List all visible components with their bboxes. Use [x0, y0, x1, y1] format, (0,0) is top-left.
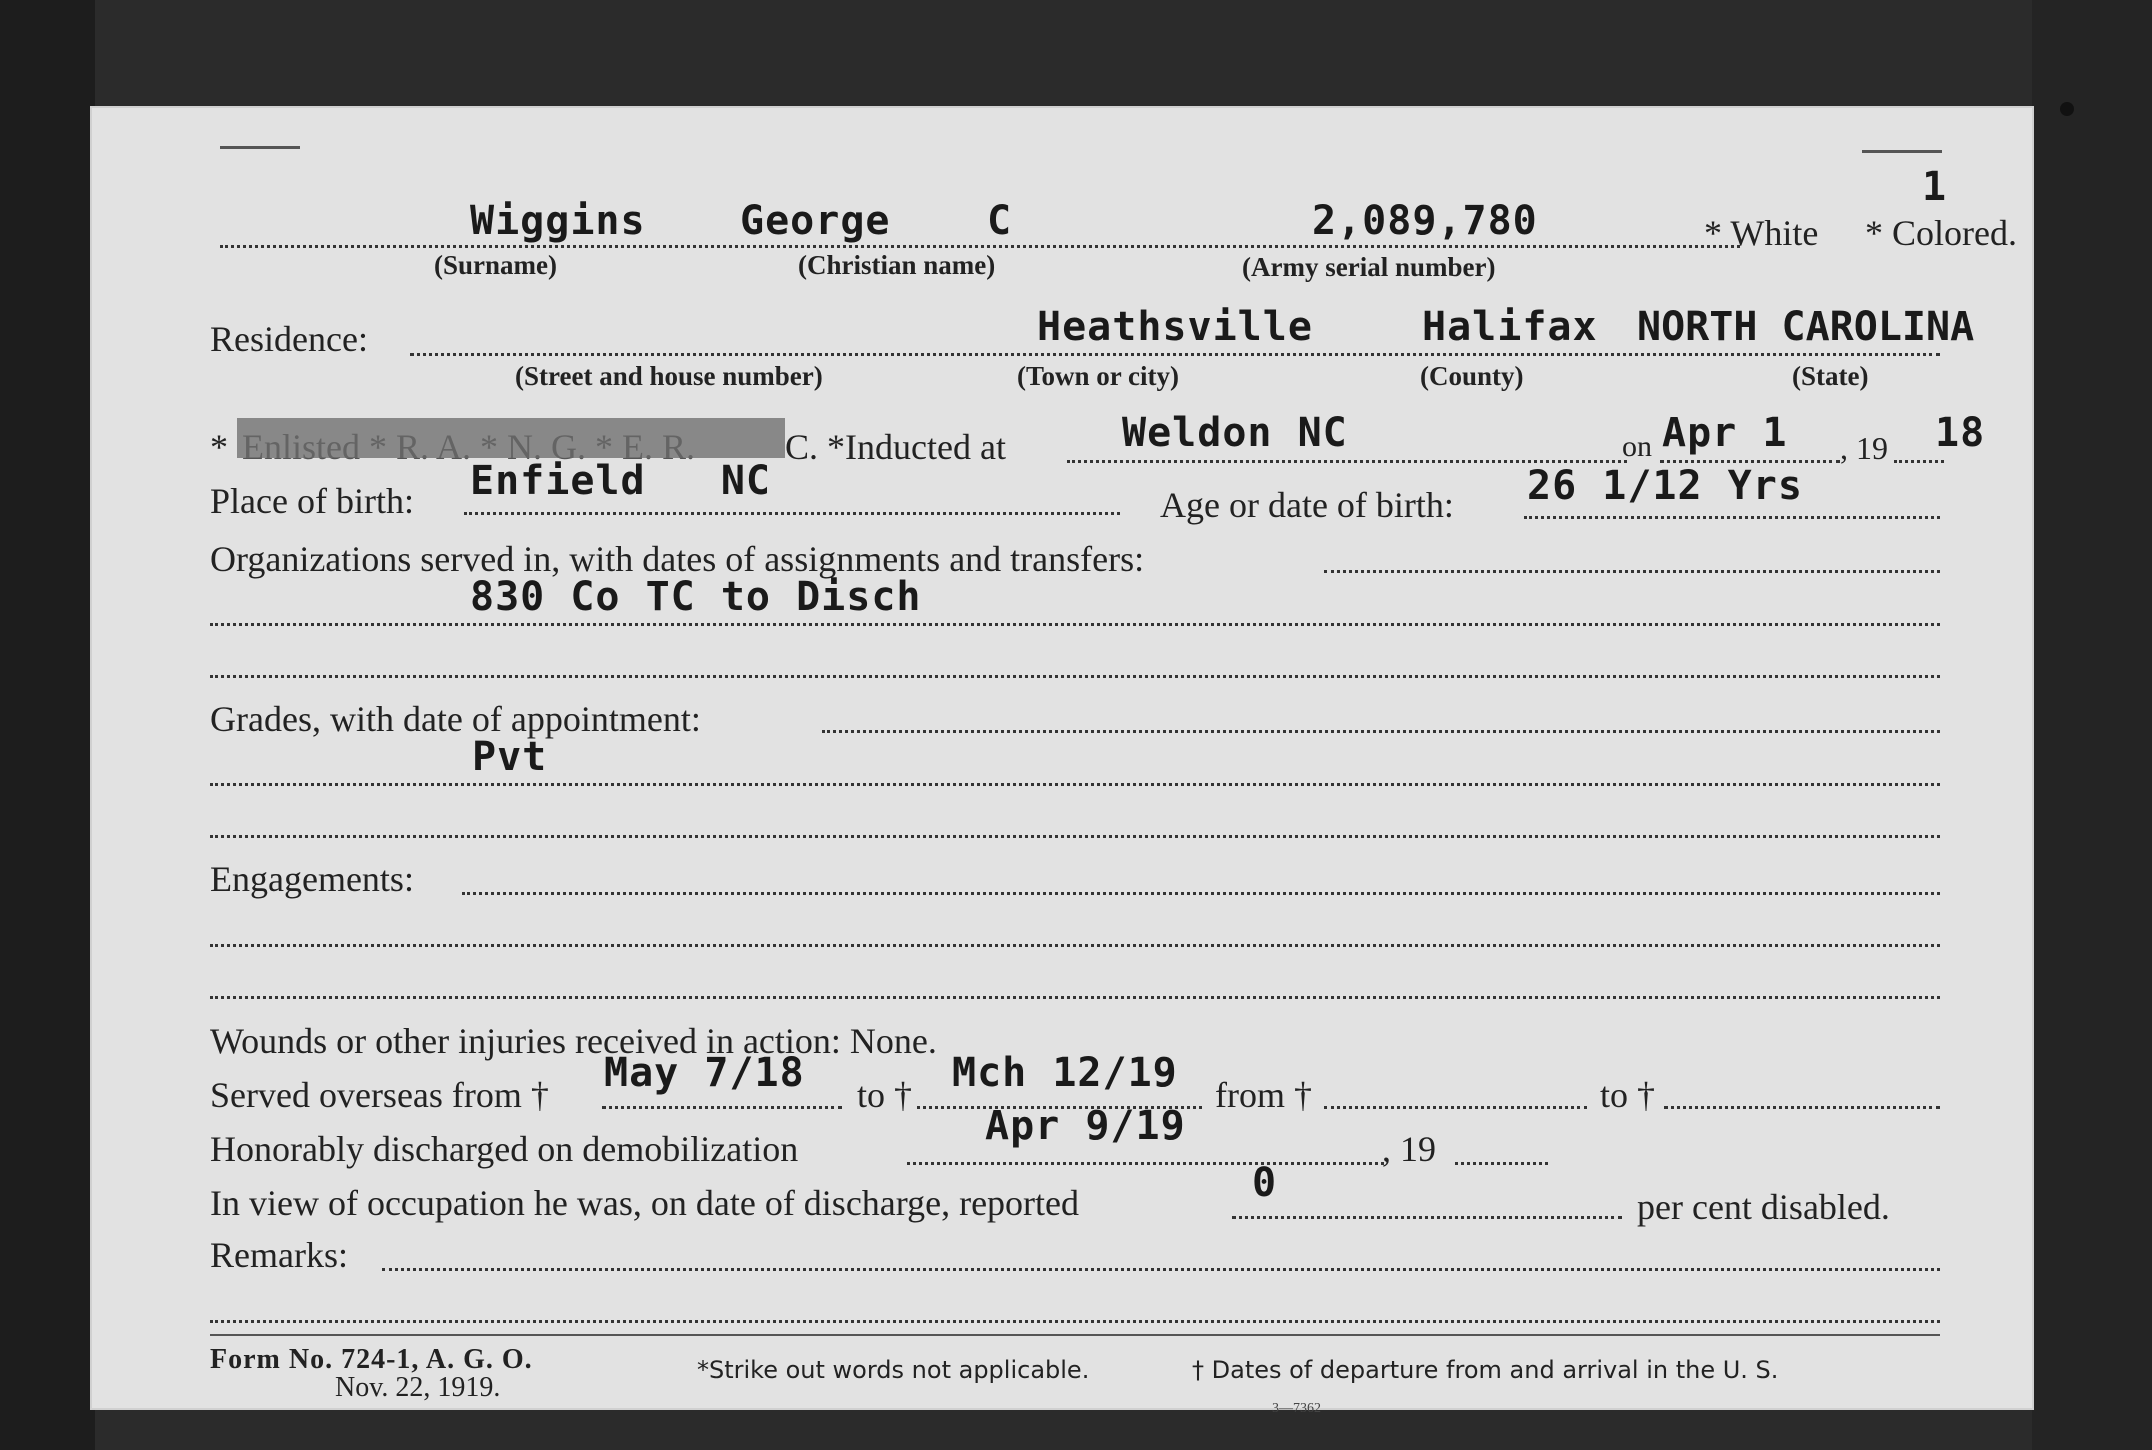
residence-line: [410, 353, 1940, 356]
form-date: Nov. 22, 1919.: [335, 1372, 501, 1403]
place-of-birth-value: Enfield NC: [470, 458, 771, 504]
grades-entry: Pvt: [472, 734, 548, 780]
name-line: [220, 245, 1740, 248]
inducted-year-line: [1894, 460, 1944, 463]
inducted-place-value: Weldon NC: [1122, 410, 1348, 456]
overseas-from2-label: from †: [1215, 1075, 1312, 1115]
engagements-label: Engagements:: [210, 859, 414, 899]
state-caption: (State): [1792, 361, 1869, 391]
organizations-label: Organizations served in, with dates of assignments and transfers:: [210, 539, 1145, 579]
christian-name-value: George: [740, 198, 891, 244]
organizations-line-3: [210, 675, 1940, 678]
organizations-line-1: [1324, 570, 1940, 573]
discharge-date-line: [907, 1162, 1384, 1165]
discharge-year-label: , 19: [1382, 1129, 1436, 1169]
residence-state-value: NORTH CAROLINA: [1637, 304, 1975, 350]
discharge-year-line: [1455, 1162, 1548, 1165]
overseas-from-line: [602, 1106, 842, 1109]
remarks-line-1: [382, 1268, 1940, 1271]
surname-caption: (Surname): [434, 250, 557, 280]
overseas-to2-label: to †: [1600, 1075, 1656, 1115]
county-caption: (County): [1420, 361, 1524, 391]
disability-suffix: per cent disabled.: [1637, 1187, 1890, 1227]
place-of-birth-label: Place of birth:: [210, 481, 414, 521]
hole-punch-mark: [2060, 102, 2074, 116]
engagements-line-2: [210, 944, 1940, 947]
overseas-from2-line: [1324, 1106, 1587, 1109]
overseas-from-value: May 7/18: [604, 1050, 805, 1096]
overseas-from-label: Served overseas from †: [210, 1075, 549, 1115]
middle-initial-value: C: [987, 198, 1013, 244]
age-line: [1524, 516, 1940, 519]
strike-out-note: *Strike out words not applicable.: [697, 1356, 1090, 1384]
street-caption: (Street and house number): [515, 361, 823, 391]
print-code: 3—7362: [1272, 1401, 1321, 1416]
serial-number-caption: (Army serial number): [1242, 252, 1496, 282]
town-caption: (Town or city): [1017, 361, 1179, 391]
inducted-label: C. *Inducted at: [785, 427, 1006, 467]
discharge-date-value: Apr 9/19: [985, 1103, 1186, 1149]
scan-right-border: [2032, 0, 2152, 1450]
scan-left-border: [0, 0, 95, 1450]
dates-note: † Dates of departure from and arrival in the U. S.: [1192, 1356, 1779, 1384]
disability-value: 0: [1252, 1160, 1278, 1206]
grades-label: Grades, with date of appointment:: [210, 699, 701, 739]
overseas-to2-line: [1664, 1106, 1940, 1109]
disability-label: In view of occupation he was, on date of discharge, reported: [210, 1183, 1080, 1223]
engagements-line-1: [462, 892, 1940, 895]
form-number: Form No. 724-1, A. G. O.: [210, 1344, 533, 1375]
age-label: Age or date of birth:: [1160, 485, 1454, 525]
overseas-to-label: to †: [857, 1075, 913, 1115]
residence-county-value: Halifax: [1422, 304, 1598, 350]
remarks-label: Remarks:: [210, 1235, 348, 1275]
strike-out-mark: [237, 418, 785, 458]
remarks-line-2: [210, 1320, 1940, 1323]
wounds-label: Wounds or other injuries received in action: None.: [210, 1021, 937, 1061]
white-label: * White: [1704, 213, 1819, 253]
organizations-entry: 830 Co TC to Disch: [470, 574, 922, 620]
age-value: 26 1/12 Yrs: [1527, 463, 1803, 509]
disability-line: [1232, 1216, 1622, 1219]
inducted-year-value: 18: [1935, 410, 1986, 456]
discharge-label: Honorably discharged on demobilization: [210, 1129, 799, 1169]
page-number: 1: [1922, 164, 1948, 210]
top-left-rule: [220, 146, 300, 149]
christian-name-caption: (Christian name): [798, 250, 996, 280]
grades-line-2: [210, 783, 1940, 786]
top-right-rule: [1862, 150, 1942, 153]
service-record-card: [92, 108, 2032, 1416]
serial-number-value: 2,089,780: [1312, 198, 1538, 244]
inducted-on-label: on: [1622, 430, 1652, 463]
induction-prefix: *: [210, 427, 228, 467]
footer-rule: [210, 1334, 1940, 1336]
residence-town-value: Heathsville: [1037, 304, 1313, 350]
grades-line-3: [210, 835, 1940, 838]
organizations-line-2: [210, 623, 1940, 626]
grades-line-1: [822, 730, 1940, 733]
inducted-year-prefix: , 19: [1840, 430, 1888, 466]
place-of-birth-line: [464, 512, 1120, 515]
residence-label: Residence:: [210, 319, 368, 359]
colored-label: * Colored.: [1865, 213, 2017, 253]
overseas-to-value: Mch 12/19: [952, 1050, 1178, 1096]
inducted-date-value: Apr 1: [1662, 410, 1788, 456]
surname-value: Wiggins: [470, 198, 646, 244]
engagements-line-3: [210, 996, 1940, 999]
